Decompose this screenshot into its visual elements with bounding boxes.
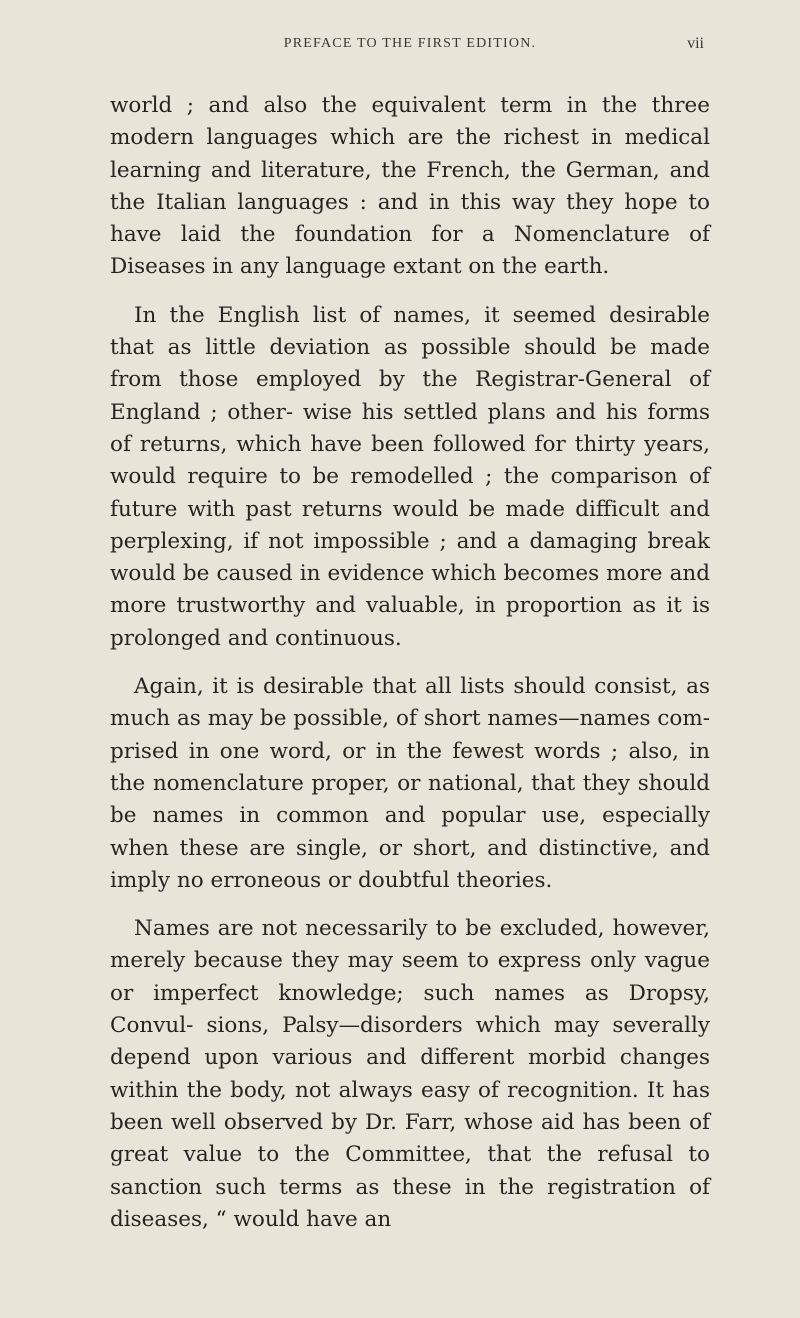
running-header <box>110 0 710 90</box>
paragraph-4: Names are not necessarily to be excluded, however, merely because they may seem to express only vague or imperfect knowledge; such names as Dropsy, Convul- sions, Palsy—disorders which may severally depend upon various and different morbid changes within the body, not always easy of recognition. It has been well observed by Dr. Farr, whose aid has been of great value to the Committee, that the refusal to sanction such terms as these in the registration of diseases, “ would have an <box>110 916 710 1232</box>
body-text <box>110 90 710 1236</box>
paragraph-3: Again, it is desirable that all lists should consist, as much as may be possible, of short names—names com- prised in one word, or in the fewest words ; also, in the nomenclature proper, or national, that they should be names in common and popular use, especially when these are single, or short, and distinctive, and imply no erroneous or doubtful theories. <box>110 674 710 893</box>
running-title: PREFACE TO THE FIRST EDITION. <box>283 36 537 51</box>
page-number: vii <box>687 35 704 52</box>
paragraph-1: world ; and also the equivalent term in the three modern languages which are the richest in medical learning and literature, the French, the German, and the Italian languages : and in this way they hope to have laid the foundation for a Nomenclature of Diseases in any language extant on the earth. <box>110 93 710 280</box>
paragraph-2: In the English list of names, it seemed desirable that as little deviation as possible should be made from those employed by the Registrar-General of England ; other- wise his settled plans and his forms of returns, which have been followed for thirty years, would require to be remodelled ; the comparison of future with past returns would be made difficult and perplexing, if not impossible ; and a damaging break would be caused in evidence which becomes more and more trustworthy and valuable, in proportion as it is prolonged and continuous. <box>110 302 710 651</box>
